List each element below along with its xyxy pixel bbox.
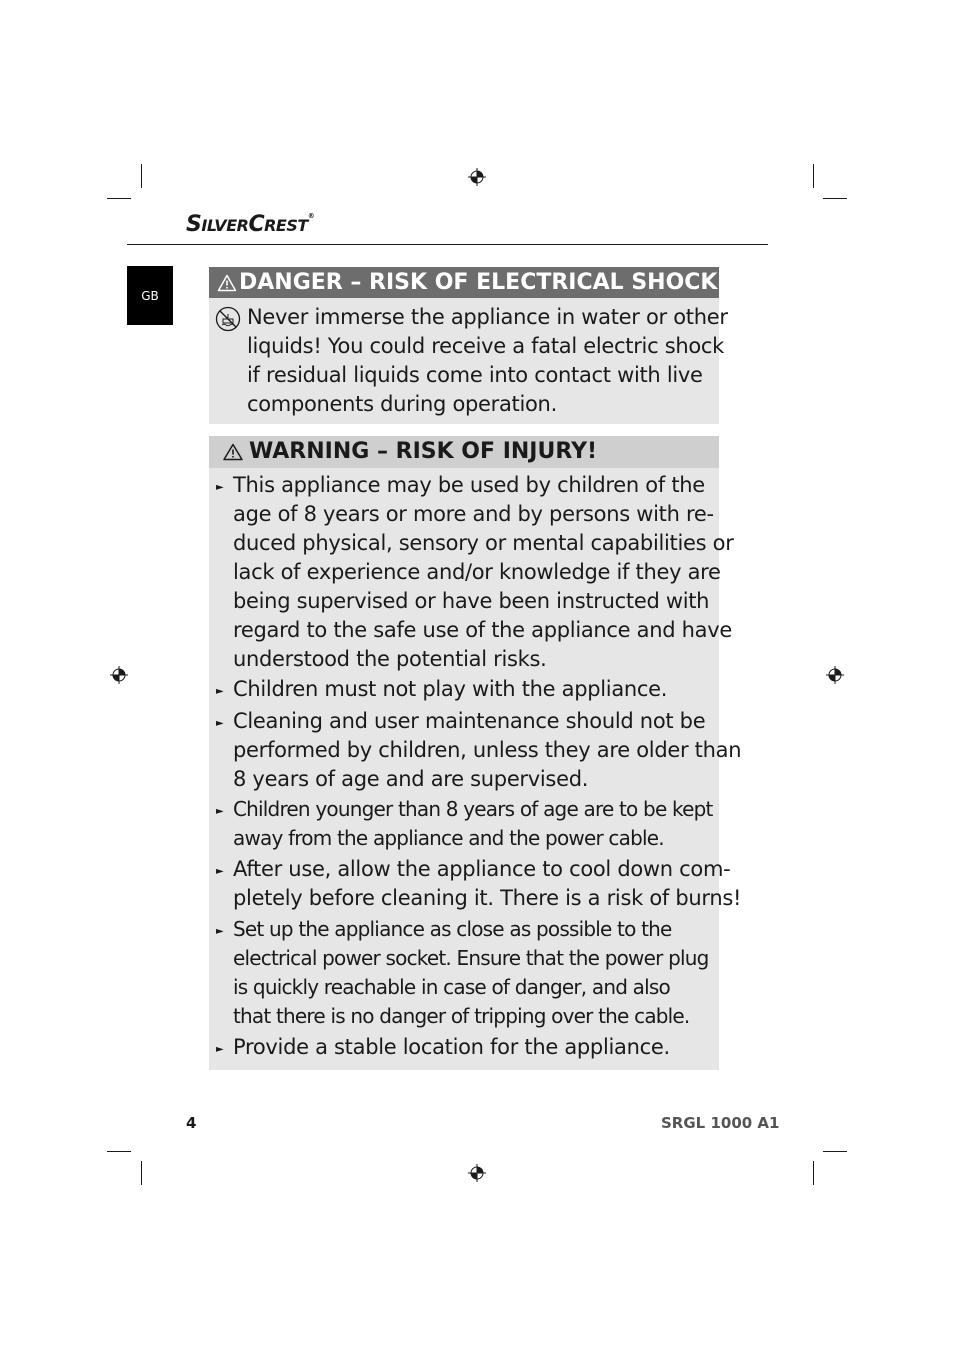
crop-mark: [813, 164, 814, 188]
page-number: 4: [186, 1114, 197, 1132]
list-item: Children younger than 8 years of age are to be kept away from the appliance and the power cable.: [233, 797, 713, 850]
list-item: Children must not play with the appliance.: [233, 677, 668, 701]
crop-mark: [823, 198, 847, 199]
danger-text: Never immerse the appliance in water or other liquids! You could receive a fatal electric shock if residual liquids come into contact with live components during operation.: [247, 305, 728, 416]
bullet-icon: ►: [216, 926, 224, 937]
danger-box: [209, 267, 728, 424]
bullet-icon: ►: [216, 718, 224, 729]
bullet-icon: ►: [216, 1044, 224, 1055]
crop-mark: [107, 198, 131, 199]
bullet-icon: ►: [216, 806, 224, 817]
registration-mark-icon: [468, 1164, 486, 1182]
crop-mark: [823, 1151, 847, 1152]
warning-triangle-icon: [217, 274, 237, 292]
list-item: Set up the appliance as close as possible to the electrical power socket. Ensure that the power plug is quickly reachable in case of danger, and also that there is no danger of tripping over the cable.: [233, 917, 709, 1028]
header-rule: [127, 244, 768, 245]
warning-box: [209, 436, 742, 1070]
model-number: SRGL 1000 A1: [661, 1114, 780, 1132]
registration-mark-icon: [110, 666, 128, 684]
bullet-icon: ►: [216, 866, 224, 877]
crop-mark: [107, 1151, 131, 1152]
danger-header: [209, 267, 728, 298]
crop-mark: [141, 164, 142, 188]
list-item: Cleaning and user maintenance should not be performed by children, unless they are older than 8 years of age and are supervised.: [233, 709, 742, 791]
crop-mark: [813, 1161, 814, 1185]
warning-triangle-icon: [222, 443, 244, 461]
warning-title: WARNING – RISK OF INJURY!: [249, 439, 598, 464]
list-item: Provide a stable location for the appliance.: [233, 1035, 670, 1059]
warning-header: [209, 436, 719, 468]
brand-logo: SILVERCREST®: [186, 212, 315, 237]
registration-mark-icon: [468, 168, 486, 186]
crop-mark: [141, 1161, 142, 1185]
no-immersion-icon: [215, 306, 241, 332]
list-item: After use, allow the appliance to cool down com- pletely before cleaning it. There is a risk of burns!: [233, 857, 742, 910]
bullet-icon: ►: [216, 686, 224, 697]
bullet-icon: ►: [216, 482, 224, 493]
danger-title: DANGER – RISK OF ELECTRICAL SHOCK!: [239, 270, 728, 295]
language-tab: GB: [127, 266, 173, 325]
list-item: This appliance may be used by children of the age of 8 years or more and by persons with re- duced physical, sensory or mental capabilities or lack of experience and/or knowledge if they are being supervised or have been instructed with regard to the safe use of the appliance and have understood the potential risks.: [233, 473, 734, 671]
registration-mark-icon: [826, 666, 844, 684]
